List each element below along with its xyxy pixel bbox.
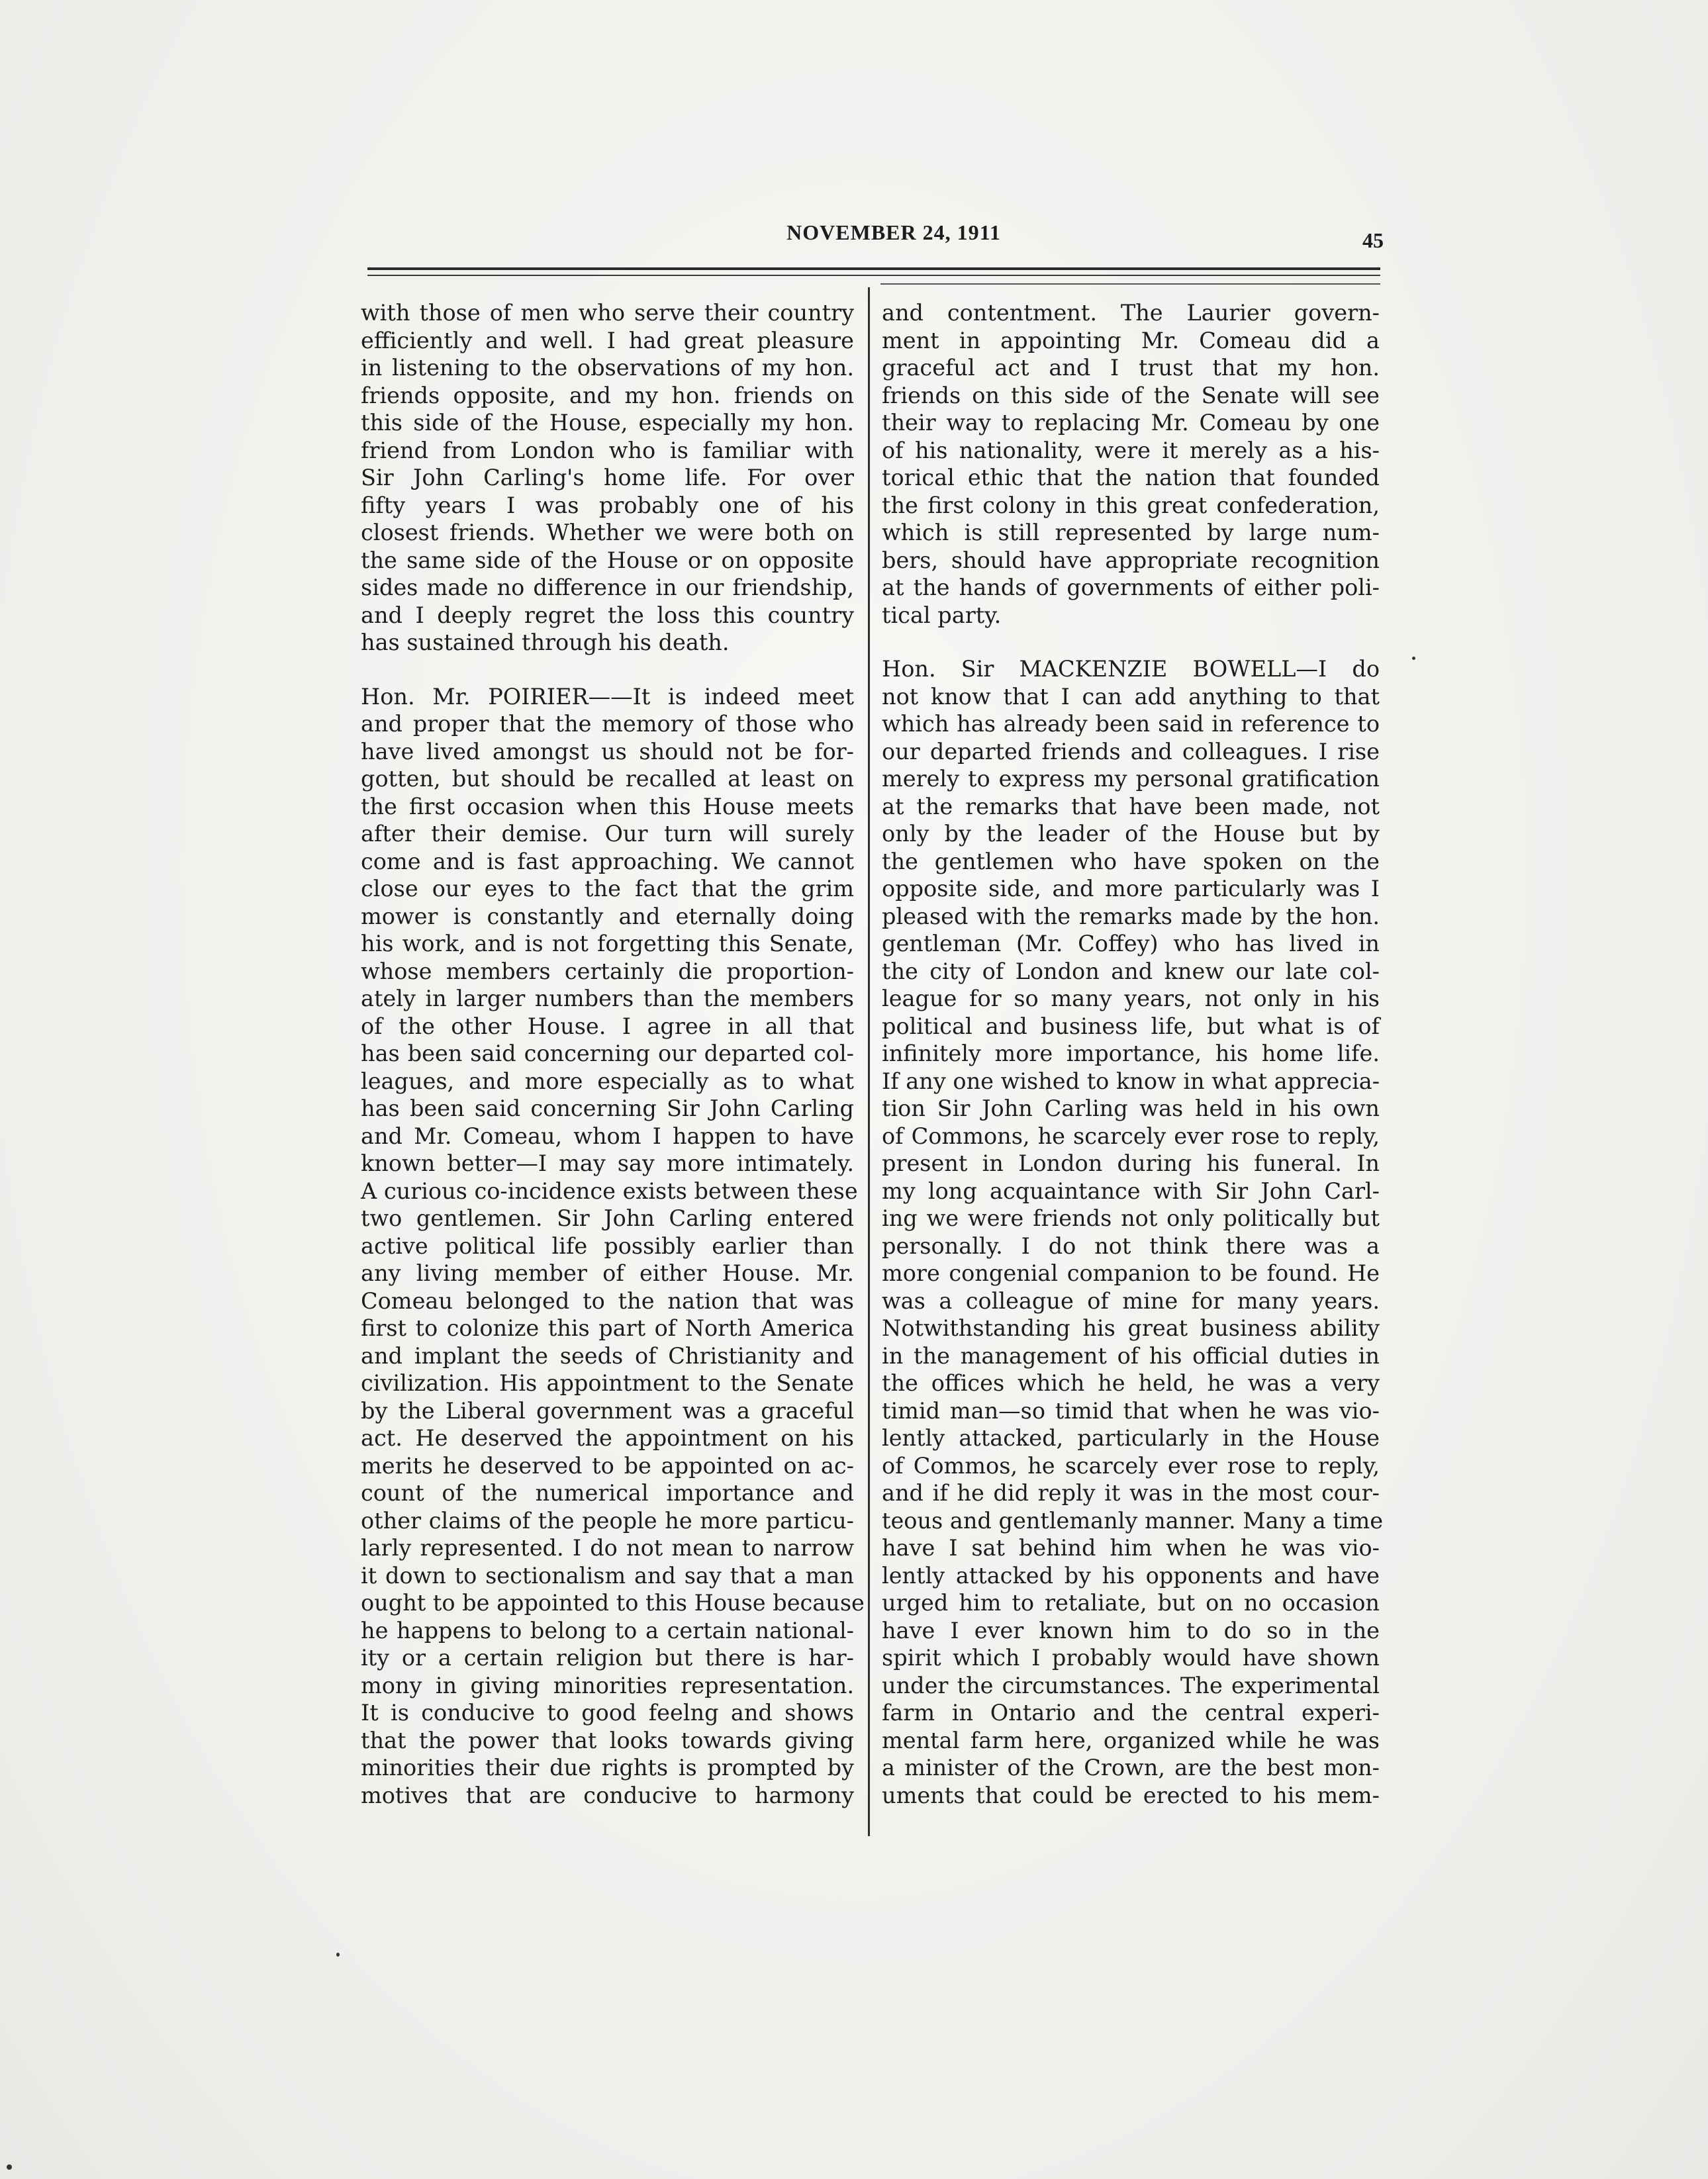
text-line: tical party. <box>882 602 1002 628</box>
text-line: which is still represented by large num- <box>882 520 1380 545</box>
text-line: other claims of the people he more particu- <box>361 1507 854 1534</box>
text-line: efficiently and well. I had great pleasure <box>361 327 854 353</box>
text-line: and proper that the memory of those who <box>361 711 854 737</box>
text-line: teous and gentlemanly manner. Many a time <box>882 1507 1384 1534</box>
text-line: our departed friends and colleagues. I rise <box>882 738 1380 765</box>
text-line: If any one wished to know in what apprecia- <box>882 1068 1380 1094</box>
scan-speck <box>1412 657 1415 660</box>
text-line: lently attacked, particularly in the House <box>882 1425 1380 1451</box>
text-line: friends on this side of the Senate will see <box>882 382 1380 408</box>
text-line: friend from London who is familiar with <box>361 437 854 463</box>
text-line: has been said concerning Sir John Carling <box>361 1095 854 1121</box>
text-line: has sustained through his death. <box>361 629 730 655</box>
text-line: motives that are conducive to harmony <box>361 1782 854 1808</box>
column-divider <box>868 287 870 1836</box>
text-line: torical ethic that the nation that founded <box>882 465 1380 490</box>
text-line: act. He deserved the appointment on his <box>361 1425 854 1451</box>
text-line: merits he deserved to be appointed on ac- <box>361 1452 854 1479</box>
text-line: has been said concerning our departed col- <box>361 1041 854 1066</box>
text-line: have I ever known him to do so in the <box>882 1617 1380 1644</box>
text-line: known better—I may say more intimately. <box>361 1150 854 1176</box>
text-line: personally. I do not think there was a <box>882 1232 1380 1259</box>
text-line: at the remarks that have been made, not <box>882 793 1380 819</box>
text-line: timid man—so timid that when he was vio- <box>882 1397 1380 1424</box>
text-line: graceful act and I trust that my hon. <box>882 355 1380 381</box>
text-line: and Mr. Comeau, whom I happen to have <box>361 1123 854 1149</box>
text-line: gotten, but should be recalled at least on <box>361 766 854 792</box>
text-line: and implant the seeds of Christianity and <box>361 1342 854 1369</box>
text-line: league for so many years, not only in his <box>882 986 1380 1011</box>
text-line: the offices which he held, he was a very <box>882 1370 1380 1396</box>
text-line: mental farm here, organized while he was <box>882 1727 1380 1753</box>
text-line: ought to be appointed to this House because <box>361 1590 865 1616</box>
text-line: he happens to belong to a certain national- <box>361 1617 854 1644</box>
text-line: urged him to retaliate, but on no occasion <box>882 1590 1380 1616</box>
text-line: my long acquaintance with Sir John Carl- <box>882 1178 1380 1204</box>
text-line: and contentment. The Laurier govern- <box>882 300 1380 326</box>
text-line: which has already been said in reference to <box>882 711 1380 737</box>
text-line: present in London during his funeral. In <box>882 1150 1380 1176</box>
text-line: ment in appointing Mr. Comeau did a <box>882 327 1380 353</box>
text-line: only by the leader of the House but by <box>882 821 1380 847</box>
text-line: the first occasion when this House meets <box>361 793 854 819</box>
text-line: a minister of the Crown, are the best mon- <box>882 1755 1380 1781</box>
paragraph-gap <box>361 657 854 683</box>
text-line: gentleman (Mr. Coffey) who has lived in <box>882 931 1380 956</box>
text-line: farm in Ontario and the central experi- <box>882 1700 1380 1726</box>
text-line: A curious co-incidence exists between these <box>361 1178 858 1204</box>
text-line: after their demise. Our turn will surely <box>361 821 854 847</box>
text-line: the first colony in this great confederation, <box>882 492 1380 518</box>
paragraph-gap <box>882 629 1380 655</box>
text-line: have lived amongst us should not be for- <box>361 738 854 765</box>
text-line: spirit which I probably would have shown <box>882 1645 1380 1671</box>
text-line: political and business life, but what is of <box>882 1013 1380 1039</box>
text-line: tion Sir John Carling was held in his own <box>882 1095 1380 1121</box>
text-line: leagues, and more especially as to what <box>361 1068 854 1094</box>
text-line: and I deeply regret the loss this country <box>361 602 854 628</box>
text-line: Sir John Carling's home life. For over <box>361 465 854 490</box>
text-line: have I sat behind him when he was vio- <box>882 1535 1380 1561</box>
text-line: lently attacked by his opponents and have <box>882 1562 1380 1589</box>
text-line: count of the numerical importance and <box>361 1480 854 1506</box>
text-line: whose members certainly die proportion- <box>361 958 854 984</box>
text-line: under the circumstances. The experimental <box>882 1672 1380 1698</box>
text-line: Notwithstanding his great business ability <box>882 1315 1380 1341</box>
text-line: more congenial companion to be found. He <box>882 1260 1380 1286</box>
header-rule-thin <box>367 275 1380 276</box>
text-line: ity or a certain religion but there is har- <box>361 1645 854 1671</box>
text-line: close our eyes to the fact that the grim <box>361 876 854 902</box>
text-line: minorities their due rights is prompted by <box>361 1755 854 1781</box>
text-line: of his nationality, were it merely as a his- <box>882 437 1380 463</box>
scan-speck <box>336 1953 340 1957</box>
text-line: larly represented. I do not mean to narrow <box>361 1535 854 1561</box>
text-line: two gentlemen. Sir John Carling entered <box>361 1205 854 1231</box>
text-line: active political life possibly earlier than <box>361 1232 854 1259</box>
text-line: Comeau belonged to the nation that was <box>361 1287 854 1314</box>
text-line: Hon. Mr. POIRIER——It is indeed meet <box>361 683 854 710</box>
text-line: infinitely more importance, his home life. <box>882 1041 1380 1066</box>
text-line: any living member of either House. Mr. <box>361 1260 854 1286</box>
header-rule-short <box>880 283 1380 285</box>
text-line: not know that I can add anything to that <box>882 683 1380 710</box>
text-line: It is conducive to good feelng and shows <box>361 1700 854 1726</box>
text-line: first to colonize this part of North America <box>361 1315 854 1341</box>
text-line: the same side of the House or on opposite <box>361 547 854 573</box>
text-line: ing we were friends not only politically but <box>882 1205 1380 1231</box>
text-line: the gentlemen who have spoken on the <box>882 848 1380 874</box>
text-line: fifty years I was probably one of his <box>361 492 854 518</box>
text-line: the city of London and knew our late col- <box>882 958 1380 984</box>
left-column <box>361 299 865 1809</box>
text-line: in the management of his official duties in <box>882 1342 1380 1369</box>
text-line: in listening to the observations of my hon. <box>361 355 854 381</box>
text-line: of Commons, he scarcely ever rose to reply, <box>882 1123 1380 1149</box>
text-line: mony in giving minorities representation. <box>361 1672 854 1698</box>
text-line: friends opposite, and my hon. friends on <box>361 382 854 408</box>
text-line: sides made no difference in our friendship, <box>361 575 854 600</box>
scan-speck <box>7 2164 12 2170</box>
text-line: by the Liberal government was a graceful <box>361 1397 854 1424</box>
text-line: pleased with the remarks made by the hon. <box>882 903 1380 929</box>
running-header-date: NOVEMBER 24, 1911 <box>786 220 1001 244</box>
text-line: of Commos, he scarcely ever rose to reply, <box>882 1452 1380 1479</box>
text-line: it down to sectionalism and say that a man <box>361 1562 854 1589</box>
text-line: opposite side, and more particularly was I <box>882 876 1380 902</box>
text-line: bers, should have appropriate recognition <box>882 547 1380 573</box>
text-line: uments that could be erected to his mem- <box>882 1782 1380 1808</box>
text-line: come and is fast approaching. We cannot <box>361 848 854 874</box>
text-line: this side of the House, especially my hon. <box>361 410 854 436</box>
text-line: civilization. His appointment to the Senate <box>361 1370 854 1396</box>
header-rule-thick <box>367 267 1380 270</box>
text-line: ately in larger numbers than the members <box>361 986 854 1011</box>
text-line: of the other House. I agree in all that <box>361 1013 854 1039</box>
right-column <box>882 299 1384 1809</box>
text-line: and if he did reply it was in the most cour- <box>882 1480 1380 1506</box>
text-line: mower is constantly and eternally doing <box>361 903 854 929</box>
text-line: merely to express my personal gratification <box>882 766 1380 792</box>
page-number: 45 <box>1362 228 1384 252</box>
text-line: closest friends. Whether we were both on <box>361 520 854 545</box>
text-line: their way to replacing Mr. Comeau by one <box>882 410 1380 436</box>
text-line: Hon. Sir MACKENZIE BOWELL—I do <box>882 656 1380 682</box>
text-line: at the hands of governments of either poli- <box>882 575 1380 600</box>
text-line: that the power that looks towards giving <box>361 1727 854 1753</box>
text-line: with those of men who serve their country <box>361 300 854 326</box>
text-line: was a colleague of mine for many years. <box>882 1287 1380 1314</box>
text-line: his work, and is not forgetting this Senate, <box>361 931 854 956</box>
